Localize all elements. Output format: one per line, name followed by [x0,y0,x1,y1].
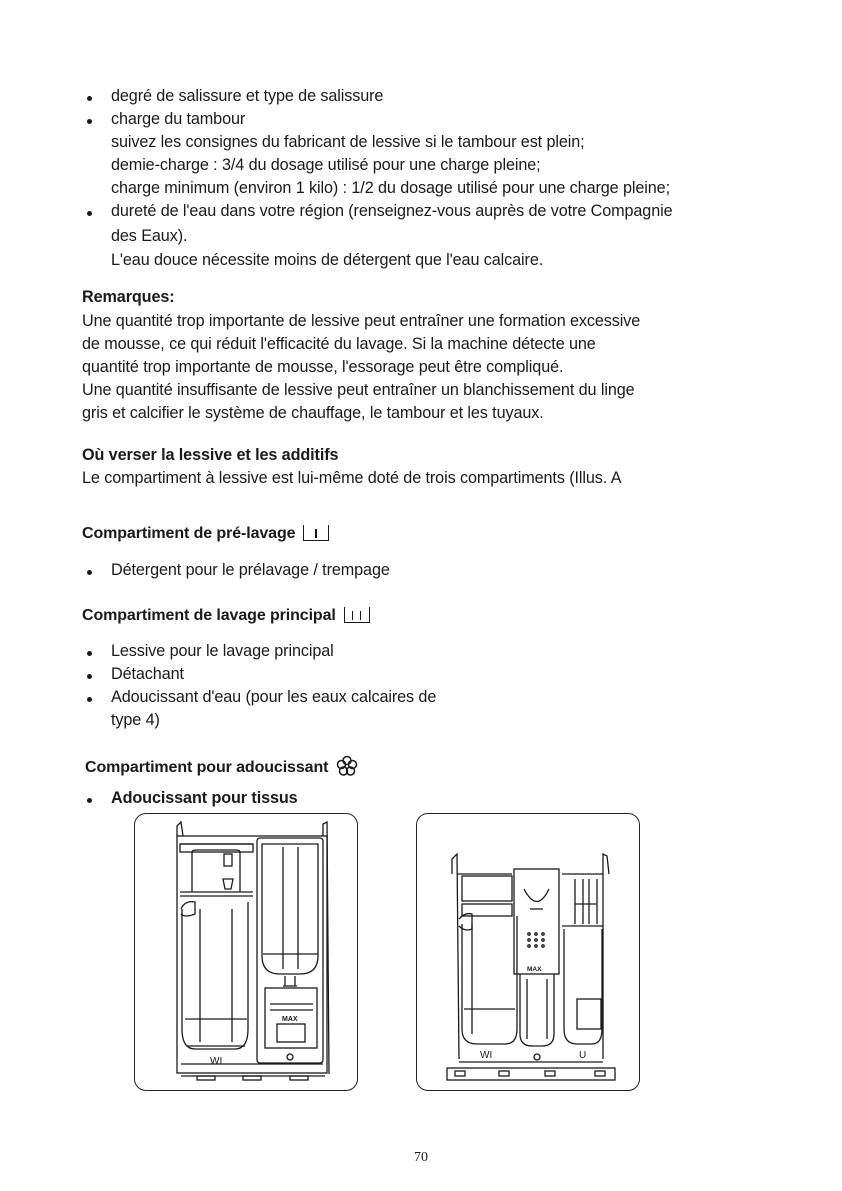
svg-text:U: U [579,1050,587,1061]
list-item: dureté de l'eau dans votre région (renseignez-vous auprès de votre Compagnie [111,202,673,220]
mainwash-title [82,605,370,627]
svg-text:WI: WI [480,1050,493,1061]
bullet [87,798,92,803]
bullet [87,211,92,216]
list-item: Adoucissant pour tissus [111,789,298,807]
where-text: Le compartiment à lessive est lui-même doté de trois compartiments (Illus. A [82,469,622,487]
dispenser-illustration-right [416,813,640,1091]
remarks-line: de mousse, ce qui réduit l'efficacité du lavage. Si la machine détecte une [82,335,596,353]
bullet [87,697,92,702]
mainwash-symbol-icon [344,607,370,623]
remarks-line: Une quantité insuffisante de lessive peut entraîner un blanchissement du linge [82,381,635,399]
list-item: charge du tambour [111,110,246,128]
list-item: Adoucissant d'eau (pour les eaux calcaires de [111,688,437,706]
svg-text:MAX: MAX [527,966,542,973]
dispenser-illustration-left [134,813,358,1091]
bullet [87,96,92,101]
prewash-title [82,523,329,545]
dispenser-drawing-icon [135,814,357,1090]
bullet [87,651,92,656]
where-title: Où verser la lessive et les additifs [82,446,339,464]
svg-text:WI: WI [210,1056,223,1067]
list-item: L'eau douce nécessite moins de détergent que l'eau calcaire. [111,251,544,269]
list-item: suivez les consignes du fabricant de lessive si le tambour est plein; [111,133,585,151]
list-item: Détergent pour le prélavage / trempage [111,561,390,579]
prewash-title-text: Compartiment de pré-lavage [82,525,296,542]
list-item: demie-charge : 3/4 du dosage utilisé pour une charge pleine; [111,156,541,174]
bullet [87,570,92,575]
list-item: charge minimum (environ 1 kilo) : 1/2 du dosage utilisé pour une charge pleine; [111,179,670,197]
page-number: 70 [414,1150,428,1165]
list-item: Détachant [111,665,184,683]
softener-title [85,754,359,779]
list-item: type 4) [111,711,160,729]
list-item: Lessive pour le lavage principal [111,642,334,660]
list-item: degré de salissure et type de salissure [111,87,384,105]
softener-title-text: Compartiment pour adoucissant [85,759,329,776]
svg-text:MAX: MAX [282,1016,298,1023]
remarks-title: Remarques: [82,288,175,306]
dispenser-drawing-icon [417,814,639,1090]
remarks-line: quantité trop importante de mousse, l'essorage peut être compliqué. [82,358,564,376]
mainwash-title-text: Compartiment de lavage principal [82,607,336,624]
remarks-line: Une quantité trop importante de lessive peut entraîner une formation excessive [82,312,641,330]
bullet [87,119,92,124]
bullet [87,674,92,679]
list-item: des Eaux). [111,227,188,245]
remarks-line: gris et calcifier le système de chauffage, le tambour et les tuyaux. [82,404,544,422]
prewash-symbol-icon [303,525,329,541]
flower-icon [335,754,359,778]
